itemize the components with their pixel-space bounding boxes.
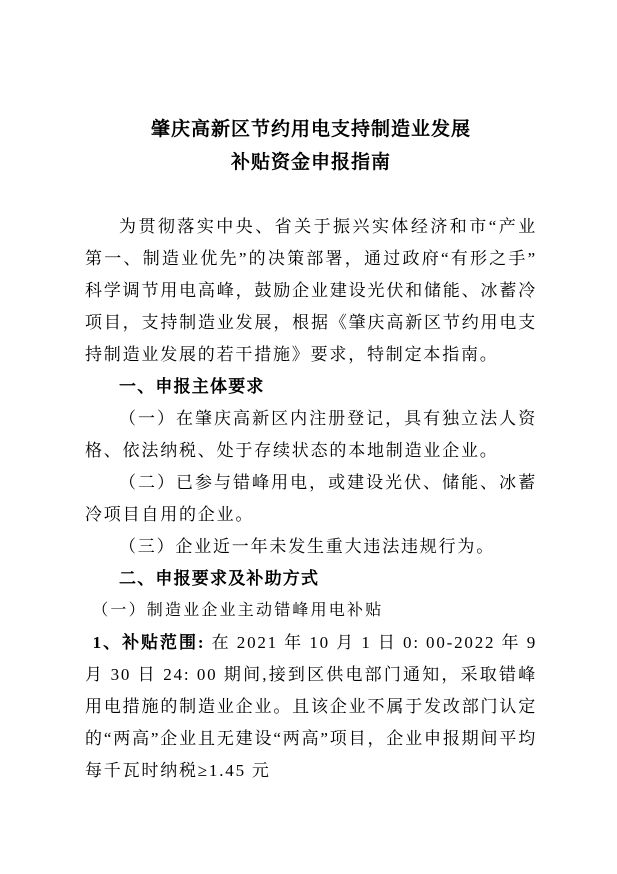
section-1-item-3: （三）企业近一年未发生重大违法违规行为。 [119, 537, 495, 556]
section-2-subsection-1-heading: （一）制造业企业主动错峰用电补贴 [92, 602, 384, 619]
section-2-heading: 二、申报要求及补助方式 [119, 569, 320, 588]
section-1-item-1: （一）在肇庆高新区内注册登记，具有独立法人资格、依法纳税、处于存续状态的本地制造业企业。 [85, 409, 537, 460]
document-title [85, 113, 537, 179]
subsidy-scope-paragraph [85, 627, 537, 787]
subsidy-scope-text: 在 2021 年 10 月 1 日 0: 00-2022 年 9 月 30 日 24: 00 期间,接到区供电部门通知，采取错峰用电措施的制造业企业。且该企业不属于发改部门认定的“两高”企业且无建设“两高”项目，企业申报期间平均每千瓦时纳税≥1.45 元 [85, 633, 538, 780]
title-line-1: 肇庆高新区节约用电支持制造业发展 [150, 119, 471, 140]
intro-paragraph: 为贯彻落实中央、省关于振兴实体经济和市“产业第一、制造业优先”的决策部署，通过政府“有形之手”科学调节用电高峰，鼓励企业建设光伏和储能、冰蓄冷项目，支持制造业发展，根据《肇庆高新区节约用电支持制造业发展的若干措施》要求，特制定本指南。 [85, 217, 537, 364]
section-1-item-2: （二）已参与错峰用电，或建设光伏、储能、冰蓄冷项目自用的企业。 [85, 473, 537, 524]
subsidy-scope-label: 1、补贴范围: [92, 633, 212, 652]
title-line-2: 补贴资金申报指南 [230, 152, 391, 173]
document-body [85, 211, 537, 787]
section-1-heading: 一、申报主体要求 [119, 377, 265, 396]
